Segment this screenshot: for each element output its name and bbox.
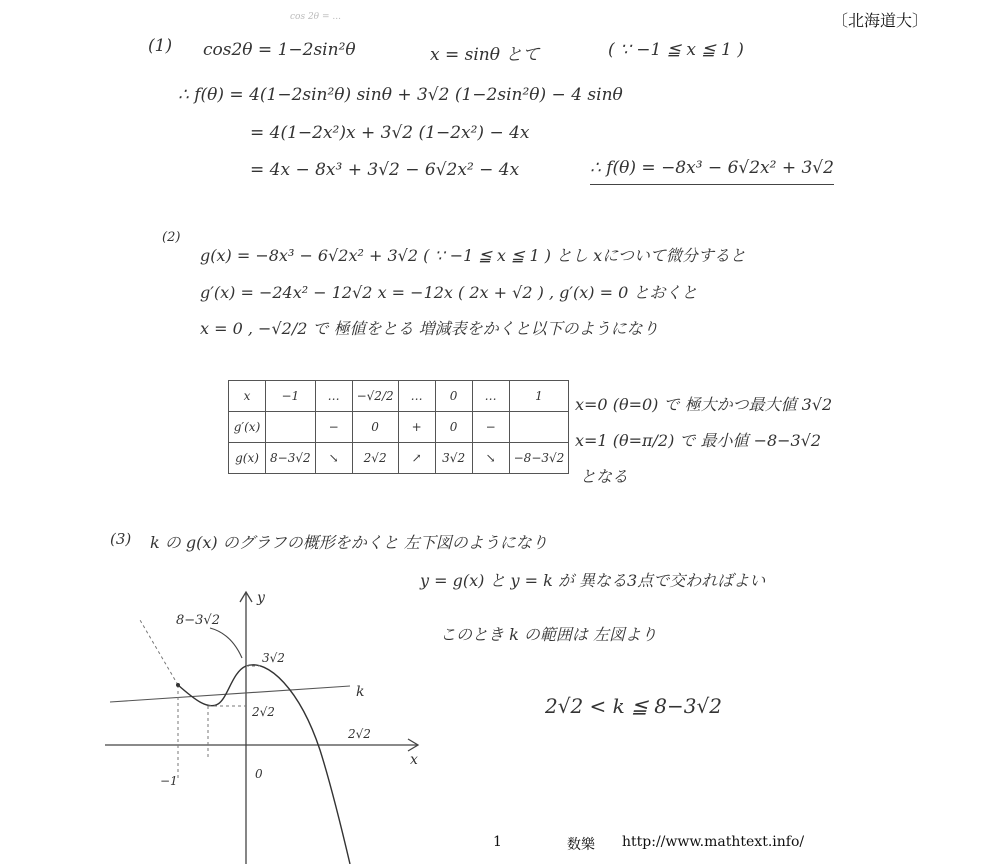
table-cell: … — [472, 381, 509, 412]
table-cell: … — [398, 381, 435, 412]
part3-line1: k の g(x) のグラフの概形をかくと 左下図のようになり — [150, 533, 548, 552]
faint-note: cos 2θ = ... — [290, 12, 341, 22]
table-cell: 0 — [352, 412, 398, 443]
table-cell: −1 — [266, 381, 316, 412]
callout-arrow-icon — [210, 628, 242, 658]
part1-line4: = 4x − 8x³ + 3√2 − 6√2x² − 4x — [250, 160, 520, 180]
page-number: 1 — [493, 834, 502, 850]
part3-line3: このとき k の範囲は 左図より — [440, 625, 657, 644]
part1-line3: = 4(1−2x²)x + 3√2 (1−2x²) − 4x — [250, 123, 530, 143]
table-cell: 2√2 — [352, 443, 398, 474]
table-cell: 8−3√2 — [266, 443, 316, 474]
table-cell: −√2/2 — [352, 381, 398, 412]
variation-table — [228, 380, 569, 474]
part1-label: (1) — [148, 36, 173, 56]
part2-line1: g(x) = −8x³ − 6√2x² + 3√2 ( ∵ −1 ≦ x ≦ 1 ) とし xについて微分すると — [200, 246, 746, 265]
part3-answer: 2√2 < k ≦ 8−3√2 — [545, 694, 722, 718]
minus-one-label: −1 — [160, 774, 178, 788]
table-row — [229, 412, 569, 443]
table-cell: … — [315, 381, 352, 412]
table-cell — [509, 412, 569, 443]
min-label: 2√2 — [252, 705, 275, 719]
guide-line — [140, 620, 178, 685]
table-row — [229, 443, 569, 474]
part3-line2: y = g(x) と y = k が 異なる3点で交わればよい — [420, 571, 766, 590]
max-label: 3√2 — [262, 651, 285, 665]
part2-line2: g′(x) = −24x² − 12√2 x = −12x ( 2x + √2 ) , g′(x) = 0 とおくと — [200, 283, 698, 302]
table-cell: ↘ — [315, 443, 352, 474]
table-cell — [266, 412, 316, 443]
part1-line2: ∴ f(θ) = 4(1−2sin²θ) sinθ + 3√2 (1−2sin²θ) − 4 sinθ — [178, 85, 623, 105]
y-axis-label: y — [257, 590, 265, 606]
table-cell: x — [229, 381, 266, 412]
part2-note3: となる — [580, 467, 629, 486]
cubic-graph-sketch — [100, 580, 430, 864]
x-axis-label: x — [410, 752, 418, 768]
part2-line3: x = 0 , −√2/2 で 極値をとる 増減表をかくと以下のようになり — [200, 319, 659, 338]
table-cell: 3√2 — [435, 443, 472, 474]
callout-label: 8−3√2 — [176, 613, 220, 628]
cubic-curve — [178, 665, 350, 864]
k-label: k — [356, 684, 365, 700]
table-cell: −8−3√2 — [509, 443, 569, 474]
table-cell: + — [398, 412, 435, 443]
part1-result: ∴ f(θ) = −8x³ − 6√2x² + 3√2 — [590, 158, 834, 185]
part1-line1c: ( ∵ −1 ≦ x ≦ 1 ) — [608, 40, 744, 60]
site-url[interactable]: http://www.mathtext.info/ — [622, 834, 805, 850]
table-cell: ↗ — [398, 443, 435, 474]
x-intercept-label: 2√2 — [348, 727, 371, 741]
origin-label: 0 — [255, 767, 263, 781]
table-row — [229, 381, 569, 412]
table-cell: 1 — [509, 381, 569, 412]
source-label: 〔北海道大〕 — [832, 11, 929, 30]
table-cell: − — [472, 412, 509, 443]
k-line — [110, 686, 350, 702]
part2-note2: x=1 (θ=π/2) で 最小値 −8−3√2 — [575, 431, 822, 450]
part1-line1b: x = sinθ とて — [430, 45, 540, 65]
part3-label: (3) — [110, 530, 132, 548]
brand-name: 数樂 — [567, 837, 595, 853]
part2-label: (2) — [162, 230, 181, 245]
part2-note1: x=0 (θ=0) で 極大かつ最大値 3√2 — [575, 395, 833, 414]
table-cell: g(x) — [229, 443, 266, 474]
table-cell: g′(x) — [229, 412, 266, 443]
part1-line1a: cos2θ = 1−2sin²θ — [203, 40, 356, 60]
table-cell: 0 — [435, 381, 472, 412]
table-cell: 0 — [435, 412, 472, 443]
table-cell: ↘ — [472, 443, 509, 474]
table-cell: − — [315, 412, 352, 443]
